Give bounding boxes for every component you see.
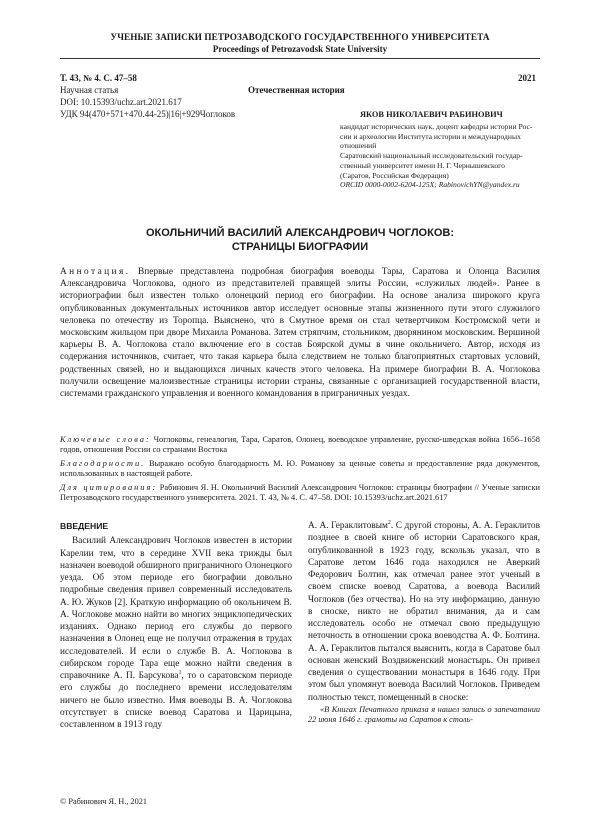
author-university-line: Саратовский национальный исследовательский государ- bbox=[340, 151, 523, 161]
keywords-text: Чоглоковы, генеалогия, Тара, Саратов, Олонец, воеводское управление, русско-шведская война 1656–1658 годов, отношения России со странами Востока bbox=[60, 435, 540, 455]
abstract bbox=[60, 266, 540, 400]
body-text: , то о саратовском периоде его службы до последнего времени исследователям ничего не было известно. Имя воеводы В. А. Чоглокова отсутствует в списке воевод Саратова и Царицына, составленном в 1913 году bbox=[60, 671, 292, 730]
udc: УДК 94(470+571+470.44-25)|16|+929Чоглоков bbox=[60, 109, 236, 119]
acknowledgments bbox=[60, 459, 540, 480]
body-paragraph bbox=[60, 535, 292, 731]
header-divider bbox=[60, 58, 540, 59]
citation-label: Для цитирования: bbox=[60, 483, 158, 492]
volume-pages: Т. 43, № 4. С. 47–58 bbox=[60, 73, 137, 83]
author-name: ЯКОВ НИКОЛАЕВИЧ РАБИНОВИЧ bbox=[360, 110, 503, 119]
author-position-line: кандидат исторических наук, доцент кафедры истории Рос- bbox=[340, 122, 533, 131]
author-university-line: ственный университет имени Н. Г. Чернышевского bbox=[340, 160, 505, 170]
body-text: А. А. Гераклитовым bbox=[308, 521, 388, 531]
author-position-line: сии и археологии Института истории и международных bbox=[340, 131, 521, 141]
body-paragraph bbox=[308, 520, 540, 704]
year: 2021 bbox=[518, 73, 536, 83]
author-contact: ORCID 0000-0002-6204-125X; RabinovichYN@yandex.ru bbox=[340, 180, 520, 190]
citation-text: Рабинович Я. Н. Окольничий Василий Александрович Чоглоков: страницы биографии // Ученые записки Петрозаводского государственного университета. 2021. Т. 43, № 4. С. 47–58. DOI: 10.15393/uchz.art.2021.617 bbox=[60, 483, 540, 503]
doi: DOI: 10.15393/uchz.art.2021.617 bbox=[60, 97, 182, 107]
section-heading: ВВЕДЕНИЕ bbox=[60, 521, 109, 531]
citation bbox=[60, 483, 540, 504]
article-title bbox=[60, 226, 540, 254]
acknowledgments-text: Выражаю особую благодарность М. Ю. Романову за ценные советы и предоставление ряда документов, использованных в настоящей работе. bbox=[60, 459, 540, 479]
body-column-left bbox=[60, 520, 292, 731]
author-affiliation bbox=[340, 122, 545, 190]
body-text: Василий Александрович Чоглоков известен в истории Карелии тем, что в середине XVII века трижды был назначен воеводой обширного приграничного Олонецкого уезда. Об этом периоде его биографии довольно подробные сведения привел современный исследователь А. Ю. Жуков [2]. Краткую информацию об окольничем В. А. Чоглокове можно найти во многих энциклопедических изданиях. Однако период его службы до первого назначения в Олонец еще не получил отражения в трудах исследователей. И если о службе В. А. Чоглокова в сибирском городе Тара еще можно найти сведения в справочнике А. П. Барсукова bbox=[60, 536, 292, 681]
author-university-line: (Саратов, Российская Федерация) bbox=[340, 170, 449, 180]
title-line-1: ОКОЛЬНИЧИЙ ВАСИЛИЙ АЛЕКСАНДРОВИЧ ЧОГЛОКОВ: bbox=[145, 227, 454, 239]
title-line-2: СТРАНИЦЫ БИОГРАФИИ bbox=[231, 241, 369, 253]
body-column-right bbox=[308, 520, 540, 726]
quotation: «В Книгах Печатного приказа я нашел запись о запечатании 22 июня 1646 г. грамоты на Саратов к столь- bbox=[308, 704, 540, 725]
keywords-label: Ключевые слова: bbox=[60, 435, 151, 444]
acknowledgments-label: Благодарности. bbox=[60, 459, 146, 468]
abstract-text: Впервые представлена подробная биография воеводы Тары, Саратова и Олонца Василия Александровича Чоглокова, одного из представителей правящей элиты России, «служилых людей». Ранее в историографии был известен только олонецкий период его биографии. На основе анализа широкого круга опубликованных документальных источников автор исследует основные этапы жизненного пути этого служилого человека по отечеству из Торопца. Выяснено, что в Смутное время он стал четвертчиком Костромской чети и московским жильцом при дворе Михаила Романова. Затем стряпчим, стольником, дворянином московским. Вершиной карьеры В. А. Чоглокова стало включение его в состав Боярской думы в чине окольничего. Автор, исходя из содержания источников, считает, что такая карьера была следствием не только благоприятных стартовых условий, родственных связей, но и выдающихся личных качеств этого человека. На примере биографии В. А. Чоглокова получили освещение малоизвестные страницы истории страны, связанные с организацией государственной власти, системами гражданского управления и военного командования в приграничных уездах. bbox=[60, 267, 540, 400]
article-type: Научная статья bbox=[60, 85, 119, 95]
copyright: © Рабинович Я. Н., 2021 bbox=[60, 797, 148, 806]
footnote-marker[interactable]: 2 bbox=[387, 519, 391, 526]
abstract-label: Аннотация. bbox=[60, 267, 131, 277]
journal-title-ru: УЧЕНЫЕ ЗАПИСКИ ПЕТРОЗАВОДСКОГО ГОСУДАРСТВЕННОГО УНИВЕРСИТЕТА bbox=[110, 32, 490, 42]
keywords bbox=[60, 435, 540, 456]
journal-title-en: Proceedings of Petrozavodsk State University bbox=[212, 44, 388, 54]
rubric: Отечественная история bbox=[248, 85, 345, 95]
author-position-line: отношений bbox=[340, 141, 377, 151]
body-text: . С другой стороны, А. А. Гераклитов позднее в своей книге об истории Саратовского края, опубликованной в 1923 году, вскользь указал, что в Саратове летом 1646 года находился не Аверкий Федорович Болтин, как отмечал ранее этот ученый в своем списке воевод Саратова, а воевода Василий Чоглоков (без отчества). Но на эту информацию, данную в сноске, никто не обратил внимания, да и сам исследователь особо не отмечал свою предыдущую неточность в отношении срока воеводства А. Ф. Болтина. А. А. Гераклитов пытался выяснить, когда в Саратове был основан женский Воздвиженский монастырь. Он привел сведения о существовании монастыря в 1646 году. При этом был упомянут воевода Василий Чоглоков. Приведем полностью текст, помещенный в сноске: bbox=[308, 521, 540, 703]
footnote-marker[interactable]: 1 bbox=[178, 669, 182, 676]
